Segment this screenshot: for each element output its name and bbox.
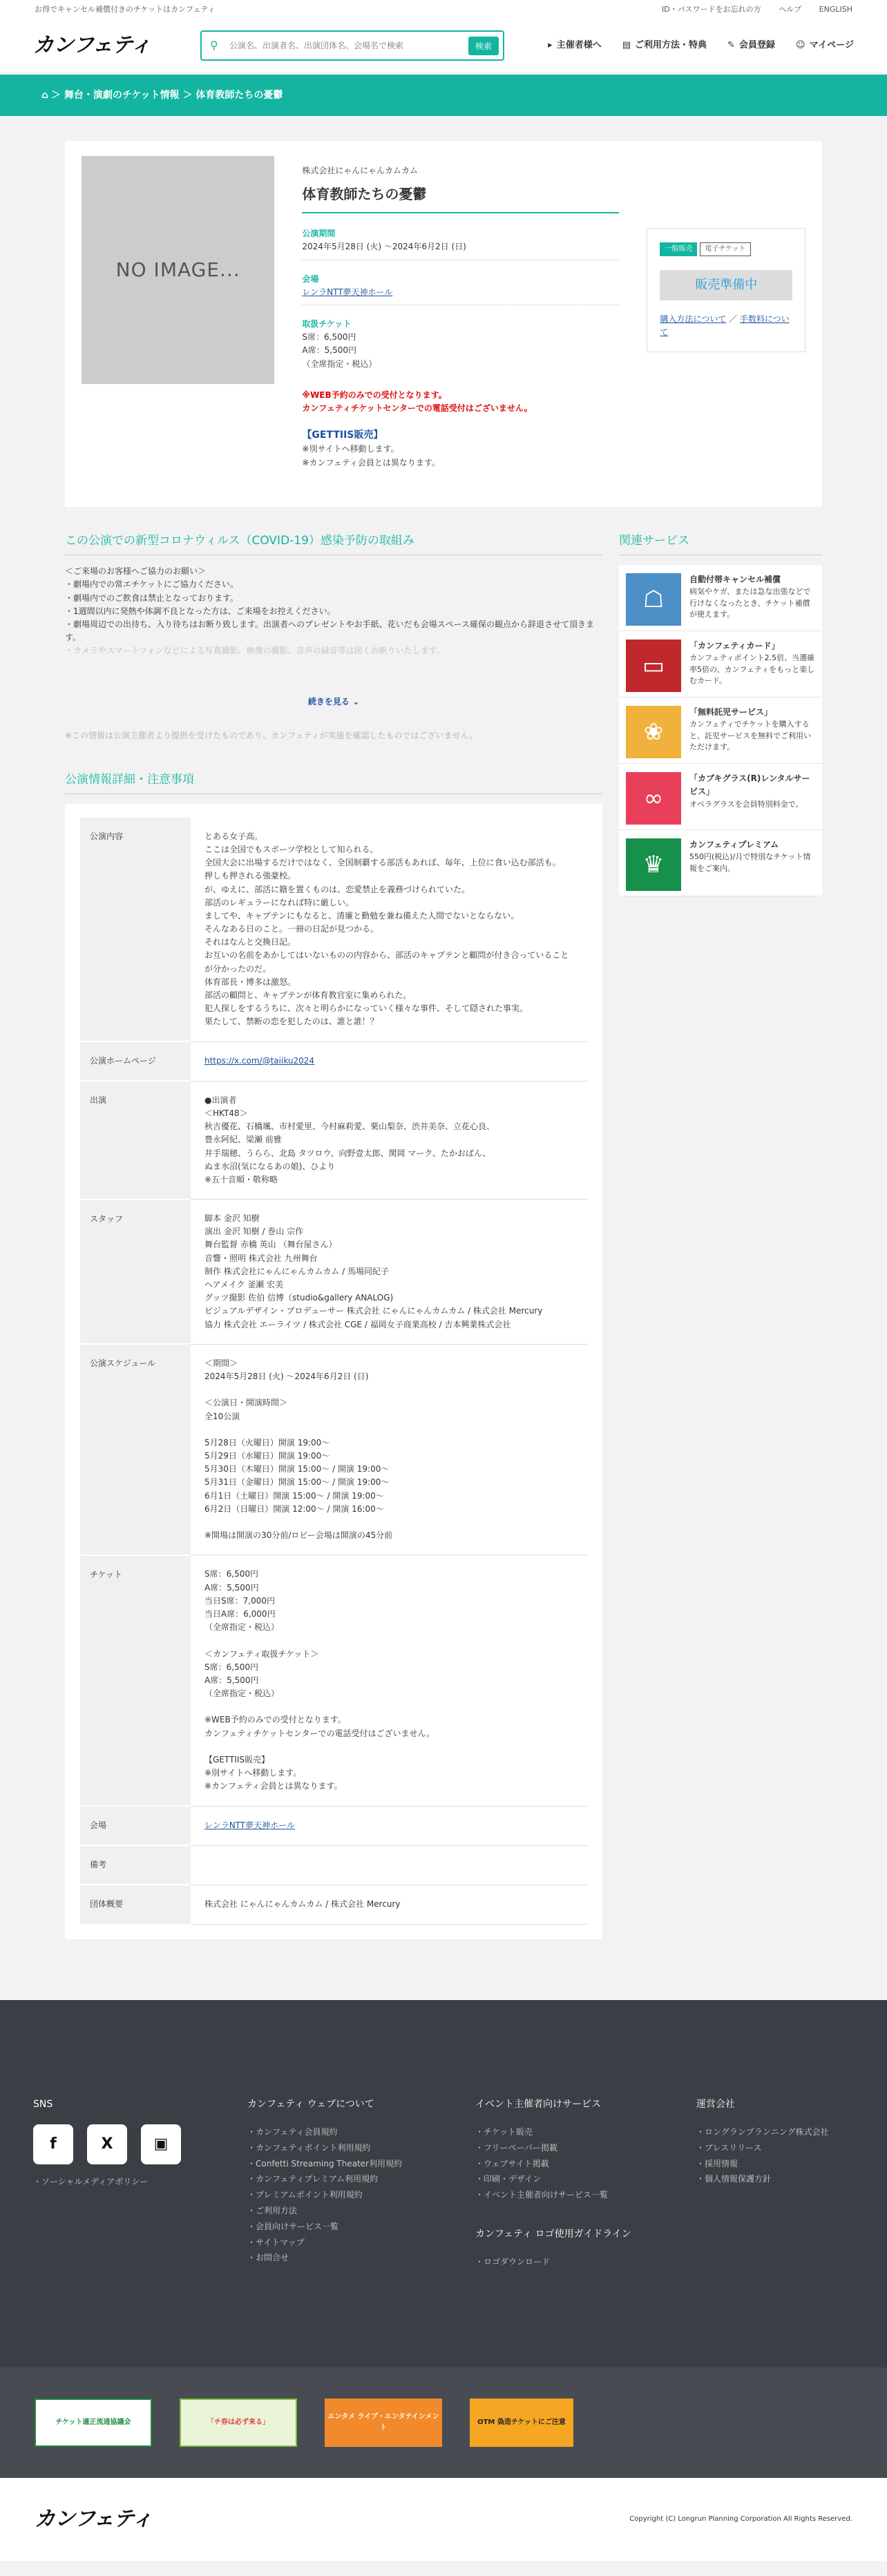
footer-link[interactable]: ・サイトマップ: [247, 2237, 305, 2247]
footer-link[interactable]: ・プレスリリース: [696, 2142, 762, 2153]
nav-register[interactable]: ✎ 会員登録: [727, 39, 775, 50]
detail-value: 株式会社 にゃんにゃんカムカム / 株式会社 Mercury: [191, 1885, 587, 1924]
detail-label: 公演ホームページ: [80, 1041, 191, 1081]
related-title-text: 「カブキグラス(R)レンタルサービス」: [689, 773, 810, 797]
nav-mypage[interactable]: ☺ マイページ: [795, 39, 854, 50]
x-icon[interactable]: X: [87, 2124, 127, 2164]
footer-link[interactable]: ・カンフェティ会員規約: [247, 2127, 338, 2137]
user-icon: ☺: [795, 39, 805, 50]
detail-label: チケット: [80, 1555, 191, 1806]
read-more-button[interactable]: 続きを見る ⌄: [307, 697, 360, 707]
page-title: 体育教師たちの憂鬱: [302, 183, 619, 213]
footer-link[interactable]: ・Confetti Streaming Theater利用規約: [247, 2158, 402, 2169]
related-title: 関連サービス: [619, 532, 822, 555]
related-desc: カンフェティポイント2.5倍、当選確率5倍の、カンフェティをもっと楽しむカード。: [689, 653, 815, 686]
edit-icon: ✎: [727, 39, 735, 50]
book-icon: ▤: [622, 39, 631, 50]
footer-link[interactable]: ・ロゴダウンロード: [475, 2257, 551, 2267]
banner-fair-ticket[interactable]: チケット適正流通協議会: [35, 2399, 152, 2447]
tagline: お得でキャンセル補償付きのチケットはカンフェティ: [35, 5, 216, 15]
detail-row: [80, 1344, 587, 1555]
ticket-label: 取扱チケット: [302, 318, 352, 329]
related-item[interactable]: [619, 565, 822, 631]
related-title-text: 「カンフェティカード」: [689, 641, 780, 651]
footer-link[interactable]: ・ご利用方法: [247, 2206, 298, 2215]
detail-label: 備考: [80, 1845, 191, 1885]
detail-value: ＜期間＞ 2024年5月28日 (火) ～2024年6月2日 (日) ＜公演日・開演時間＞ 全10公演 5月28日（火曜日）開演 19:00～ 5月29日（水曜日）開演 19:00～ 5月30日（木曜日）開演 15:00～ / 開演 19:00～ 5月31日（金曜日）開演 15:00～ / 開演 19:00～ 6月1日（土曜日）開演 15:00～ / 開演 19:00～ 6月2日（日曜日）開演 12:00～ / 開演 16:00～ ※開場は開演の30分前/ロビー会場は開演の45分前: [191, 1344, 587, 1555]
event-image: NO IMAGE...: [82, 156, 274, 384]
detail-link[interactable]: レンラNTT夢天神ホール: [204, 1820, 295, 1830]
ticket-line: S席：6,500円: [302, 332, 356, 343]
company-name: 株式会社にゃんにゃんカムカム: [302, 166, 418, 175]
footer-link[interactable]: ・印刷・デザイン: [475, 2174, 542, 2184]
related-item[interactable]: [619, 764, 822, 830]
venue-link[interactable]: レンラNTT夢天神ホール: [302, 287, 393, 297]
search-box: [200, 30, 504, 61]
card-icon: ▭: [626, 640, 681, 692]
megaphone-icon: ▸: [548, 39, 553, 50]
buy-box: 一般販売 電子チケット 販売準備中 購入方法について ／ 手数料について: [647, 228, 805, 352]
howto-buy-link[interactable]: 購入方法について: [660, 314, 727, 324]
detail-label: 公演内容: [80, 818, 191, 1041]
detail-value: S席：6,500円 A席：5,500円 当日S席：7,000円 当日A席：6,000円 （全席指定・税込） ＜カンフェティ取扱チケット＞ S席：6,500円 A席：5,500円 （全席指定・税込） ※WEB予約のみでの受付となります。 カンフェティチケットセンターでの電話受付はございません。 【GETTIIS販売】 ※別サイトへ移動します。 ※カンフェティ会員とは異なります。: [191, 1555, 587, 1806]
footer-link[interactable]: ・プレミアムポイント利用規約: [247, 2190, 363, 2200]
search-input[interactable]: [229, 41, 468, 50]
footer-link[interactable]: ・ウェブサイト掲載: [475, 2158, 549, 2169]
event-card: [65, 141, 822, 507]
detail-row: [80, 1845, 587, 1885]
search-button[interactable]: 検索: [468, 37, 499, 55]
detail-value: とある女子高。 ここは全国でもスポーツ学校として知られる。 全国大会に出場するだけではなく、全国制覇する部活もあれば、毎年、上位に食い込む部活も。 押しも押される強豪校。 が、ゆえに、部活に籍を置くものは、恋愛禁止を義務づけられていた。 部活のレギュラーになれば特に厳しい。 ましてや、キャプテンにもなると、清廉と勤勉を兼ね備えた人間でないとならない。 そんなある日のこと。一冊の日記が見つかる。 それはなんと交換日記。 お互いの名前をあかしてはいないものの内容から、部活のキャプテンと顧問が付き合っていることが分かったのだ。 体育部長・博多は激怒。 部活の顧問と、キャプテンが体育教官室に集められた。 犯人探しをするうちに、次々と明らかになっていく様々な事件、そして隠された事実。 果たして、禁断の恋を犯したのは、誰と誰！？: [191, 818, 587, 1041]
period-label: 公演期間: [302, 229, 336, 239]
ticket-line: A席：5,500円: [302, 345, 356, 356]
breadcrumb-text[interactable]: ＞ 舞台・演劇のチケット情報 ＞ 体育教師たちの憂鬱: [51, 89, 283, 101]
footer-link[interactable]: ・会員向けサービス一覧: [247, 2221, 339, 2231]
sns-policy-link[interactable]: ・ソーシャルメディアポリシー: [33, 2177, 149, 2187]
gettiis-title: 【GETTIIS販売】: [302, 430, 383, 441]
nav-organizer[interactable]: ▸ 主催者様へ: [548, 39, 602, 50]
detail-table: [80, 818, 587, 1925]
detail-row: [80, 1041, 587, 1081]
copyright: Copyright (C) Longrun Planning Corporation All Rights Reserved.: [629, 2515, 852, 2523]
footer-link[interactable]: ・カンフェティポイント利用規約: [247, 2142, 371, 2153]
help-link[interactable]: ヘルプ: [779, 5, 802, 15]
ticket-line: （全席指定・税込）: [302, 358, 377, 369]
detail-row: [80, 1081, 587, 1199]
detail-row: [80, 1885, 587, 1924]
detail-label: 出演: [80, 1081, 191, 1199]
search-icon: ⚲: [210, 39, 218, 52]
detail-row: [80, 1806, 587, 1845]
tag-eticket: 電子チケット: [700, 242, 750, 256]
fee-link[interactable]: 手数料について: [660, 314, 790, 338]
detail-value: [191, 1806, 587, 1845]
footer-col-title: カンフェティ ロゴ使用ガイドライン: [475, 2229, 631, 2240]
gettiis-note: ※別サイトへ移動します。: [302, 444, 399, 454]
banner-otm[interactable]: OTM 偽造チケットにご注意: [470, 2399, 573, 2447]
related-title-text: 自動付帯キャンセル補償: [689, 575, 781, 585]
covid-note: ※この情報は公演主催者より提供を受けたものであり、カンフェティが実施を確認したものではございません。: [65, 731, 478, 741]
logo[interactable]: カンフェティ: [33, 33, 151, 57]
detail-label: 公演スケジュール: [80, 1344, 191, 1555]
footer-col-title: カンフェティ ウェブについて: [247, 2098, 374, 2110]
detail-title: 公演情報詳細・注意事項: [65, 771, 602, 794]
related-desc: オペラグラスを会員特別料金で。: [689, 799, 803, 809]
period-value: 2024年5月28日 (火) ～2024年6月2日 (日): [302, 242, 466, 252]
detail-row: [80, 1200, 587, 1345]
gettiis-note: ※カンフェティ会員とは異なります。: [302, 457, 440, 468]
tag-general: 一般販売: [660, 242, 697, 256]
detail-value: [191, 1845, 587, 1885]
english-link[interactable]: ENGLISH: [819, 5, 852, 15]
period-block: [302, 222, 619, 260]
venue-block: [302, 267, 619, 305]
nav-howto[interactable]: ▤ ご利用方法・特典: [622, 39, 707, 50]
home-icon[interactable]: ⌂: [41, 89, 49, 101]
venue-label: 会場: [302, 273, 319, 284]
banner-entame[interactable]: エンタメ ライブ・エンタテインメント: [325, 2399, 442, 2447]
footer-link[interactable]: ・チケット販売: [475, 2127, 533, 2137]
line-icon[interactable]: ▣: [141, 2124, 181, 2164]
related-desc: 病気やケガ、または急な出張などで行けなくなったとき、チケット補償が使えます。: [689, 587, 811, 619]
related-desc: カンフェティでチケットを購入すると、託児サービスを無料でご利用いただけます。: [689, 720, 811, 752]
footer: [0, 2000, 887, 2367]
detail-value: 脚本 金沢 知樹 演出 金沢 知樹 / 巻山 宗作 舞台監督 赤橋 英山 （舞台屋さん） 音響・照明 株式会社 九州舞台 制作 株式会社にゃんにゃんカムカム / 馬場同紀子 ヘアメイク 釜瀬 宏美 グッツ撮影 佐伯 信博（studio&gallery ANALOG) ビジュアルデザイン・プロデューサー 株式会社 にゃんにゃんカムカム / 株式会社 Mercury 協力 株式会社 エーライツ / 株式会社 CGE / 福岡女子商業高校 / 吉本興業株式会社: [191, 1200, 587, 1345]
related-desc: 550円(税込)/月で特別なチケット情報をご案内。: [689, 852, 811, 873]
footer-link[interactable]: ・ロングランプランニング株式会社: [696, 2127, 829, 2137]
facebook-icon[interactable]: f: [33, 2124, 73, 2164]
footer-link[interactable]: ・個人情報保護方針: [696, 2174, 772, 2184]
related-item[interactable]: [619, 631, 822, 698]
shield-icon: ☖: [626, 573, 681, 626]
header: [0, 19, 887, 72]
footer-link[interactable]: ・フリーペーパー掲載: [475, 2142, 557, 2153]
detail-row: [80, 818, 587, 1041]
ticket-block: [302, 312, 619, 376]
related-item[interactable]: [619, 698, 822, 764]
glasses-icon: ∞: [626, 772, 681, 825]
premium-icon: ♛: [626, 838, 681, 891]
detail-value: ●出演者 ＜HKT48＞ 秋吉優花、石橋颯、市村愛里、今村麻莉愛、栗山梨奈、渋井美奈、立花心良、 豊永阿紀、梁瀬 前雅 井手瑞穂、うらら、北島 タツロウ、向野壹太郎、関岡 マーク、たかおばん、 ぬま水沼(気になるあの娘)、ひより ※五十音順・敬称略: [191, 1081, 587, 1199]
detail-link[interactable]: https://x.com/@taiiku2024: [204, 1055, 315, 1066]
top-bar: [0, 0, 887, 19]
detail-value: [191, 1041, 587, 1081]
breadcrumb: [0, 75, 887, 116]
web-note: ※WEB予約のみでの受付となります。: [302, 390, 447, 400]
related-title-text: 「無料託児サービス」: [689, 707, 773, 718]
banner-row: [0, 2367, 887, 2478]
covid-text: ＜ご来場のお客様へご協力のお願い＞ ・劇場内での常エチケットにご協力ください。 ・劇場内でのご飲食は禁止となっております。 ・1週間以内に発熱や体調不良となった方は、ご来場をお控えください。 ・劇場周辺での出待ち、入り待ちはお断り致します。出演者へのプレゼントやお手紙、花いだも会場スペース確保の観点から辞退させて頂きます。 ・カメラやスマートフォンなどによる写真撮影、映像の撮影、音声の録音等は固くお断りいたします。: [65, 566, 594, 656]
footer-link[interactable]: ・イベント主催者向けサービス一覧: [475, 2190, 609, 2200]
footer-col-title: 運営会社: [696, 2098, 735, 2110]
detail-label: 会場: [80, 1806, 191, 1845]
chick-icon: ❀: [626, 706, 681, 758]
banner-campaign[interactable]: 「チ券は必ず来る」: [180, 2399, 297, 2447]
forgot-link[interactable]: ID・パスワードをお忘れの方: [661, 5, 761, 15]
footer-link[interactable]: ・お問合せ: [247, 2253, 289, 2263]
bottom-bar: [0, 2478, 887, 2561]
footer-logo[interactable]: カンフェティ: [35, 2506, 153, 2531]
related-item[interactable]: [619, 830, 822, 896]
web-note: カンフェティチケットセンターでの電話受付はございません。: [302, 403, 533, 413]
detail-row: [80, 1555, 587, 1806]
detail-label: スタッフ: [80, 1200, 191, 1345]
sns-title: SNS: [33, 2098, 53, 2110]
covid-title: この公演での新型コロナウィルス（COVID-19）感染予防の取組み: [65, 532, 602, 555]
footer-col-title: イベント主催者向けサービス: [475, 2098, 601, 2110]
footer-link[interactable]: ・カンフェティプレミアム利用規約: [247, 2174, 379, 2184]
related-title-text: カンフェティプレミアム: [689, 840, 779, 850]
footer-link[interactable]: ・採用情報: [696, 2158, 738, 2169]
sale-status-button[interactable]: 販売準備中: [660, 270, 792, 300]
detail-label: 団体概要: [80, 1885, 191, 1924]
